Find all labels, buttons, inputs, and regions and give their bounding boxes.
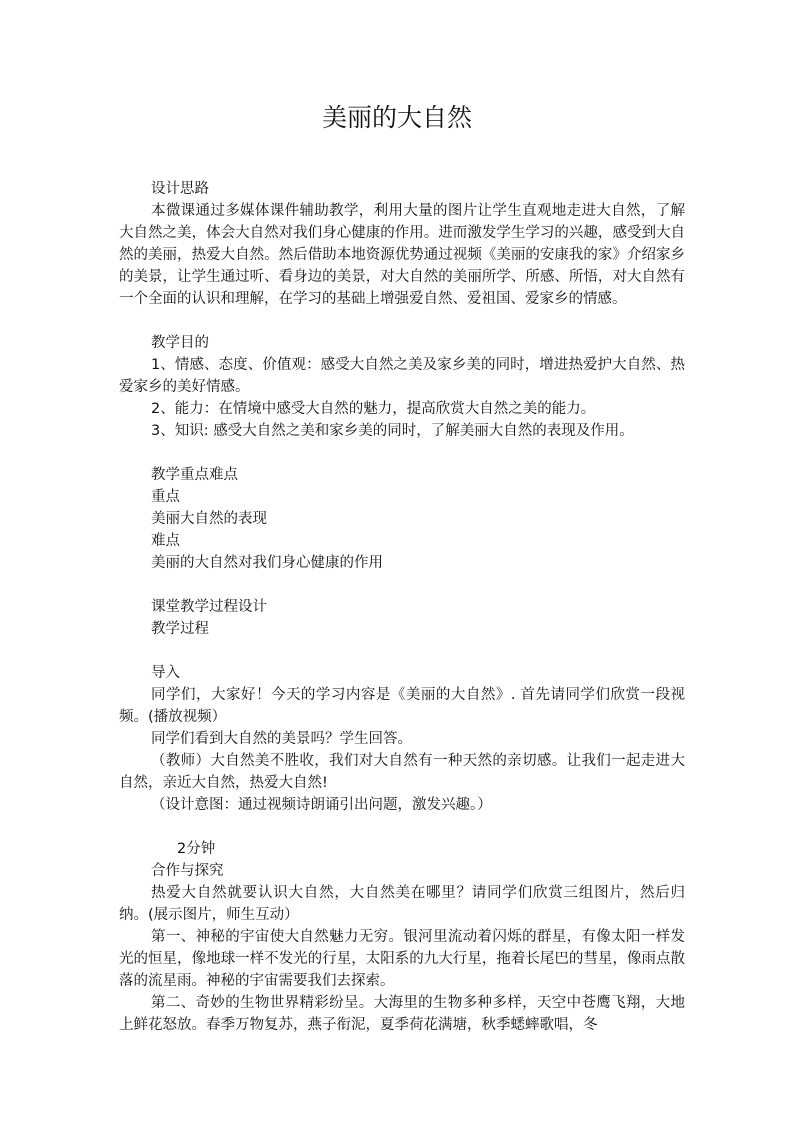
- explore-heading: 合作与探究: [151, 863, 224, 879]
- document-body: [119, 178, 685, 1036]
- difficulty-text: 美丽的大自然对我们身心健康的作用: [151, 555, 383, 571]
- spacer: [119, 310, 685, 332]
- intro-time: 2分钟: [177, 841, 216, 857]
- intro-paragraph-3: （教师）大自然美不胜收，我们对大自然有一种天然的亲切感。让我们一起走进大自然，亲近大自然，热爱大自然!: [119, 753, 685, 791]
- intro-paragraph-1: 同学们，大家好！今天的学习内容是《美丽的大自然》. 首先请同学们欣赏一段视频。(播放视频）: [119, 687, 685, 725]
- process-subheading: 教学过程: [151, 621, 209, 637]
- design-heading: 设计思路: [151, 181, 209, 197]
- goals-heading: 教学目的: [151, 335, 209, 351]
- goal-item-3: 3、知识: 感受大自然之美和家乡美的同时，了解美丽大自然的表现及作用。: [151, 423, 634, 439]
- explore-paragraph-3: 第二、奇妙的生物世界精彩纷呈。大海里的生物多种多样，天空中苍鹰飞翔，大地上鲜花怒放。春季万物复苏，燕子衔泥，夏季荷花满塘，秋季蟋蟀歌唱，冬: [119, 995, 685, 1033]
- goal-item-1: 1、情感、态度、价值观：感受大自然之美及家乡美的同时，增进热爱护大自然、热爱家乡的美好情感。: [119, 357, 685, 395]
- focus-label: 重点: [151, 489, 180, 505]
- intro-paragraph-2: 同学们看到大自然的美景吗？学生回答。: [151, 731, 412, 747]
- goal-item-2: 2、能力：在情境中感受大自然的魅力，提高欣赏大自然之美的能力。: [151, 401, 596, 417]
- document-title: 美丽的大自然: [321, 103, 472, 132]
- design-paragraph: 本微课通过多媒体课件辅助教学，利用大量的图片让学生直观地走进大自然，了解大自然之美，体会大自然对我们身心健康的作用。进而激发学生学习的兴趣，感受到大自然的美丽，热爱大自然。然后借助本地资源优势通过视频《美丽的安康我的家》介绍家乡的美景，让学生通过听、看身边的美景，对大自然的美丽所学、所感、所悟，对大自然有一个全面的认识和理解，在学习的基础上增强爱自然、爱祖国、爱家乡的情感。: [119, 203, 685, 307]
- spacer: [119, 640, 685, 662]
- difficulty-label: 难点: [151, 533, 180, 549]
- explore-paragraph-1: 热爱大自然就要认识大自然，大自然美在哪里？请同学们欣赏三组图片，然后归纳。(展示图片，师生互动）: [119, 885, 685, 923]
- explore-paragraph-2: 第一、神秘的宇宙使大自然魅力无穷。银河里流动着闪烁的群星，有像太阳一样发光的恒星，像地球一样不发光的行星，太阳系的九大行星，拖着长尾巴的彗星，像雨点散落的流星雨。神秘的宇宙需要我们去探索。: [119, 929, 685, 989]
- intro-heading: 导入: [151, 665, 180, 681]
- intro-design-note: （设计意图：通过视频诗朗诵引出问题，激发兴趣。）: [151, 797, 492, 813]
- process-heading: 课堂教学过程设计: [151, 599, 267, 615]
- spacer: [119, 574, 685, 596]
- spacer: [119, 442, 685, 464]
- keypoints-heading: 教学重点难点: [151, 467, 238, 483]
- spacer: [119, 816, 685, 838]
- focus-text: 美丽大自然的表现: [151, 511, 267, 527]
